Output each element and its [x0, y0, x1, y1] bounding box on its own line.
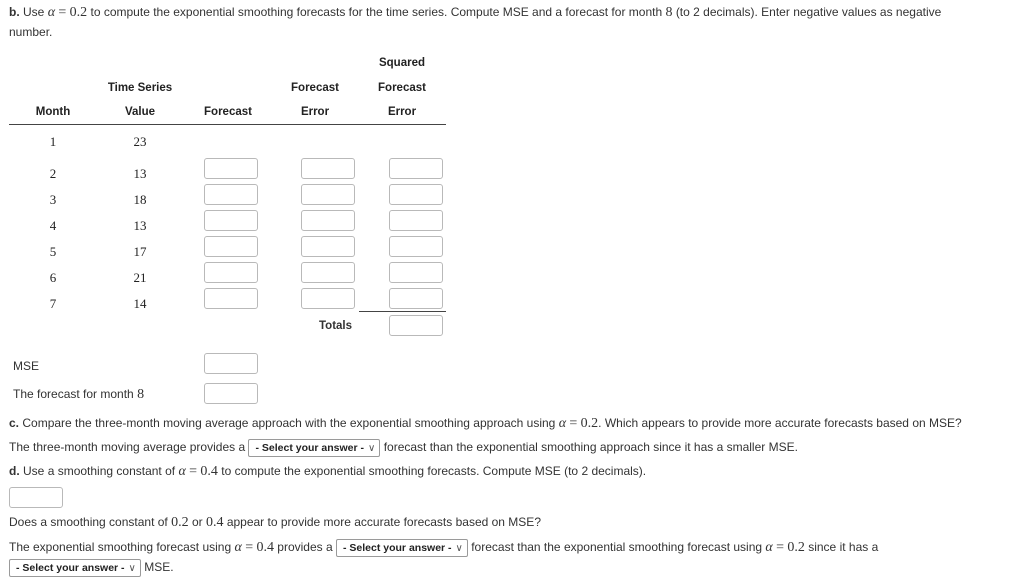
alpha-value: 0.2 — [787, 540, 805, 556]
part-b-label: b. — [9, 5, 20, 19]
forecast-input-month-6[interactable] — [204, 262, 258, 283]
part-d-q-text-2: appear to provide more accurate forecasts based on MSE? — [226, 515, 541, 529]
part-d-q-text-1: Does a smoothing constant of — [9, 515, 168, 529]
mse-label: MSE — [13, 359, 40, 373]
part-c-select[interactable] — [248, 439, 380, 457]
forecast-input-month-2[interactable] — [204, 158, 258, 179]
part-d-label: d. — [9, 464, 20, 478]
part-c-text-2: . Which appears to provide more accurate forecasts based on MSE? — [598, 416, 962, 430]
part-d-text-2: to compute the exponential smoothing forecasts. Compute MSE (to 2 decimals). — [221, 464, 647, 478]
forecast-month-8-label — [13, 387, 144, 403]
forecast-error-input-month-5[interactable] — [301, 236, 355, 257]
header-time-series-top: Time Series — [107, 82, 173, 94]
part-b-text-3: (to 2 decimals). Enter negative values as negative — [675, 5, 942, 19]
header-squared-bottom: Error — [387, 106, 417, 118]
part-d-text-1: Use a smoothing constant of — [23, 464, 176, 478]
month-cell: 7 — [49, 296, 57, 311]
forecast-month-8-text: The forecast for month — [13, 387, 134, 401]
equals-symbol: = — [58, 5, 67, 20]
alpha-value: 0.4 — [256, 540, 274, 556]
part-d-a-text-3: forecast than the exponential smoothing forecast using — [471, 540, 763, 555]
mse-input[interactable] — [204, 353, 258, 374]
part-d-q-or: or — [191, 515, 203, 529]
part-d-a-text-2: provides a — [277, 540, 333, 555]
alpha-symbol: α — [765, 540, 773, 556]
forecast-month-8-input[interactable] — [204, 383, 258, 404]
part-b-text-1: Use — [23, 5, 45, 19]
header-forecast: Forecast — [204, 106, 252, 118]
squared-error-input-month-4[interactable] — [389, 210, 443, 231]
month-cell: 4 — [49, 218, 57, 233]
alpha-symbol: α — [47, 5, 56, 20]
header-forecast-error-top: Forecast — [291, 82, 339, 94]
part-d-select-1-text: - Select your answer - — [343, 542, 452, 554]
part-d-select-2-text: - Select your answer - — [16, 562, 125, 574]
alpha-value: 0.2 — [580, 416, 599, 431]
alpha-value-2: 0.4 — [205, 515, 224, 530]
equals-symbol: = — [776, 540, 785, 556]
header-divider — [9, 124, 446, 125]
equals-symbol: = — [569, 416, 578, 431]
forecast-error-input-month-7[interactable] — [301, 288, 355, 309]
part-c-sentence-1: The three-month moving average provides a — [9, 440, 246, 455]
chevron-down-icon: ∨ — [128, 563, 136, 574]
value-cell: 14 — [133, 296, 147, 311]
forecast-error-input-month-3[interactable] — [301, 184, 355, 205]
squared-error-input-month-2[interactable] — [389, 158, 443, 179]
forecast-input-month-5[interactable] — [204, 236, 258, 257]
part-c-answer-line — [9, 439, 798, 457]
header-time-series-bottom: Value — [124, 106, 156, 118]
header-month: Month — [35, 106, 71, 118]
forecast-input-month-4[interactable] — [204, 210, 258, 231]
header-forecast-error-bottom: Error — [300, 106, 330, 118]
squared-error-input-month-7[interactable] — [389, 288, 443, 309]
part-d-instructions — [9, 464, 646, 480]
forecast-month-8-number: 8 — [137, 387, 145, 402]
part-b-text-4: number. — [9, 25, 53, 39]
header-squared-mid: Forecast — [378, 82, 426, 94]
chevron-down-icon: ∨ — [455, 543, 463, 554]
squared-error-input-month-5[interactable] — [389, 236, 443, 257]
part-c-sentence-2: forecast than the exponential smoothing approach since it has a smaller MSE. — [383, 440, 798, 455]
alpha-symbol: α — [178, 464, 186, 479]
equals-symbol: = — [245, 540, 254, 556]
month-cell: 3 — [49, 192, 57, 207]
part-d-mse-input[interactable] — [9, 487, 63, 508]
equals-symbol: = — [189, 464, 198, 479]
month-cell: 2 — [49, 166, 57, 181]
header-squared-top: Squared — [378, 57, 425, 69]
month-cell: 1 — [49, 134, 57, 149]
part-d-select-2[interactable] — [9, 559, 141, 577]
part-b-text-2: to compute the exponential smoothing forecasts for the time series. Compute MSE and a forecast for month — [90, 5, 663, 19]
part-d-a-text-1: The exponential smoothing forecast using — [9, 540, 232, 555]
part-d-answer-line-1 — [9, 539, 878, 557]
part-c-question — [9, 416, 962, 432]
squared-error-input-month-6[interactable] — [389, 262, 443, 283]
forecast-month-number: 8 — [665, 5, 673, 20]
forecast-error-input-month-6[interactable] — [301, 262, 355, 283]
part-d-answer-line-2 — [9, 559, 174, 577]
value-cell: 13 — [133, 166, 147, 181]
chevron-down-icon: ∨ — [368, 443, 376, 454]
part-d-comparison-question — [9, 515, 541, 531]
part-d-a-text-4: since it has a — [808, 540, 879, 555]
squared-error-total-input[interactable] — [389, 315, 443, 336]
value-cell: 17 — [133, 244, 147, 259]
totals-divider — [359, 311, 446, 312]
part-d-select-1[interactable] — [336, 539, 468, 557]
alpha-value: 0.4 — [200, 464, 218, 479]
value-cell: 18 — [133, 192, 147, 207]
forecast-input-month-3[interactable] — [204, 184, 258, 205]
alpha-value-1: 0.2 — [171, 515, 189, 530]
part-d-a-text-5: MSE. — [144, 560, 174, 575]
month-cell: 5 — [49, 244, 57, 259]
forecast-error-input-month-2[interactable] — [301, 158, 355, 179]
part-b-instructions — [9, 5, 941, 21]
alpha-symbol: α — [558, 416, 567, 431]
alpha-symbol: α — [234, 540, 242, 556]
value-cell: 23 — [133, 134, 147, 149]
part-c-select-text: - Select your answer - — [255, 442, 365, 454]
value-cell: 21 — [133, 270, 147, 285]
value-cell: 13 — [133, 218, 147, 233]
forecast-error-input-month-4[interactable] — [301, 210, 355, 231]
month-cell: 6 — [49, 270, 57, 285]
squared-error-input-month-3[interactable] — [389, 184, 443, 205]
forecast-input-month-7[interactable] — [204, 288, 258, 309]
part-c-text-1: Compare the three-month moving average approach with the exponential smoothing approach using — [22, 416, 556, 430]
part-c-label: c. — [9, 416, 20, 430]
alpha-value: 0.2 — [69, 5, 88, 20]
totals-label: Totals — [319, 320, 353, 332]
